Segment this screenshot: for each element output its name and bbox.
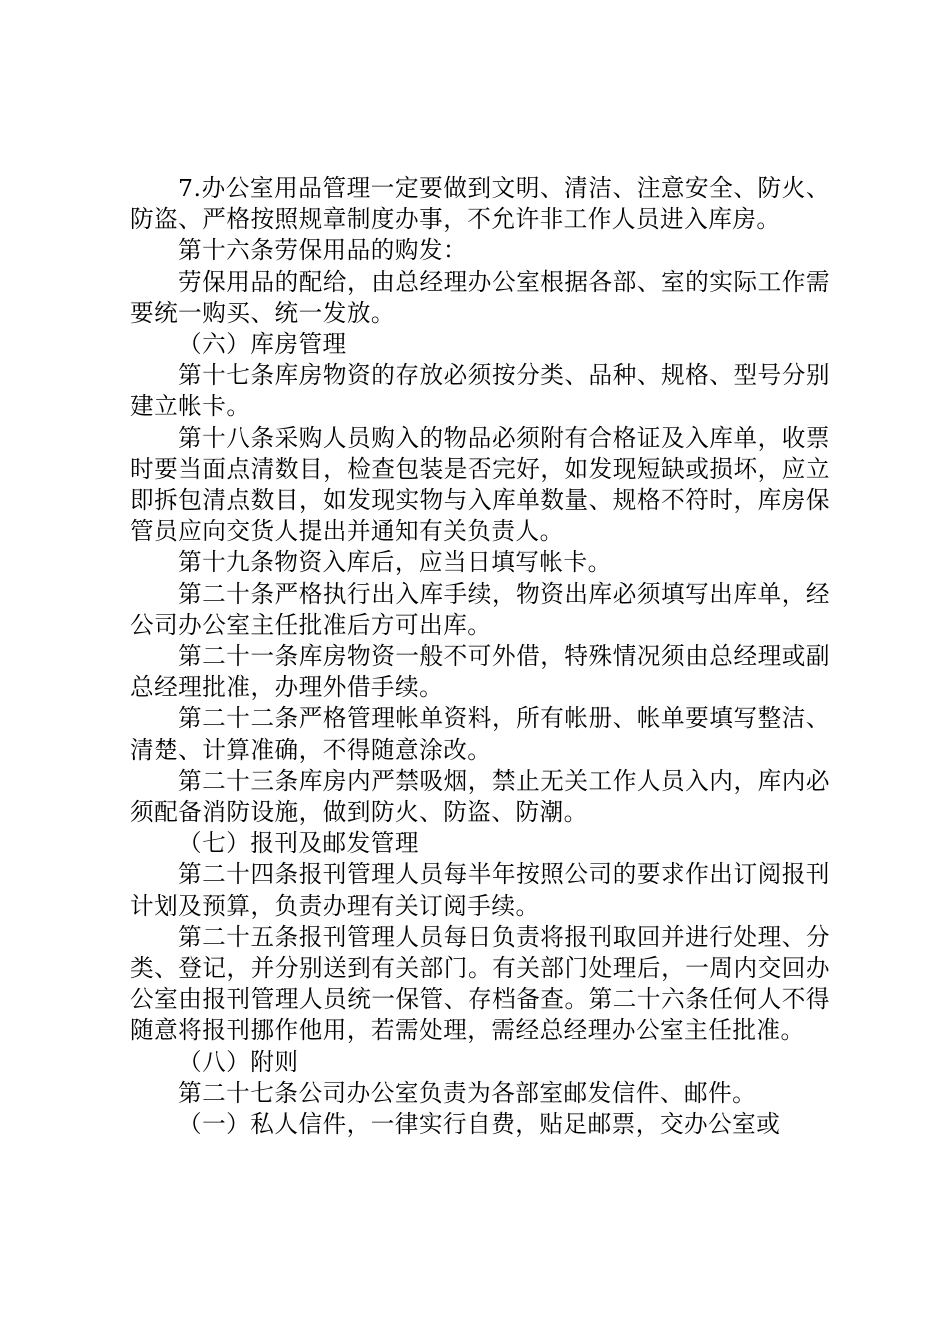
paragraph-article-24: 第二十四条报刊管理人员每半年按照公司的要求作出订阅报刊计划及预算，负责办理有关订阅手续。: [130, 860, 830, 920]
paragraph-article-25-26: 第二十五条报刊管理人员每日负责将报刊取回并进行处理、分类、登记，并分别送到有关部门。有关部门处理后，一周内交回办公室由报刊管理人员统一保管、存档备查。第二十六条任何人不得随意将报刊挪作他用，若需处理，需经总经理办公室主任批准。: [130, 922, 830, 1045]
paragraph-article-23: 第二十三条库房内严禁吸烟，禁止无关工作人员入内，库内必须配备消防设施，做到防火、防盗、防潮。: [130, 766, 830, 827]
section-heading-newspapers-mail: （七）报刊及邮发管理: [178, 829, 419, 858]
paragraph-article-27: 第二十七条公司办公室负责为各部室邮发信件、邮件。: [178, 1078, 757, 1107]
paragraph-article-21: 第二十一条库房物资一般不可外借，特殊情况须由总经理或副总经理批准，办理外借手续。: [130, 642, 830, 702]
paragraph-article-19: 第十九条物资入库后，应当日填写帐卡。: [178, 548, 612, 577]
paragraph-office-supplies-rule-7: 7.办公室用品管理一定要做到文明、清洁、注意安全、防火、防盗、严格按照规章制度办事，不允许非工作人员进入库房。: [130, 174, 830, 234]
paragraph-article-17: 第十七条库房物资的存放必须按分类、品种、规格、型号分别建立帐卡。: [130, 361, 830, 421]
paragraph-article-18: 第十八条采购人员购入的物品必须附有合格证及入库单，收票时要当面点清数目，检查包装是否完好，如发现短缺或损坏，应立即拆包清点数目，如发现实物与入库单数量、规格不符时，库房保管员应向交货人提出并通知有关负责人。: [130, 423, 830, 546]
document-body: [130, 173, 830, 1140]
paragraph-article-16-body: 劳保用品的配给，由总经理办公室根据各部、室的实际工作需要统一购买、统一发放。: [130, 267, 830, 327]
section-heading-appendix: （八）附则: [178, 1047, 299, 1076]
paragraph-article-16-title: 第十六条劳保用品的购发：: [178, 236, 468, 265]
paragraph-article-22: 第二十二条严格管理帐单资料，所有帐册、帐单要填写整洁、清楚、计算准确，不得随意涂改。: [130, 704, 830, 764]
paragraph-article-20: 第二十条严格执行出入库手续，物资出库必须填写出库单，经公司办公室主任批准后方可出库。: [130, 579, 830, 639]
section-heading-warehouse: （六）库房管理: [178, 330, 347, 359]
paragraph-private-letters: （一）私人信件，一律实行自费，贴足邮票，交办公室或: [178, 1110, 781, 1139]
